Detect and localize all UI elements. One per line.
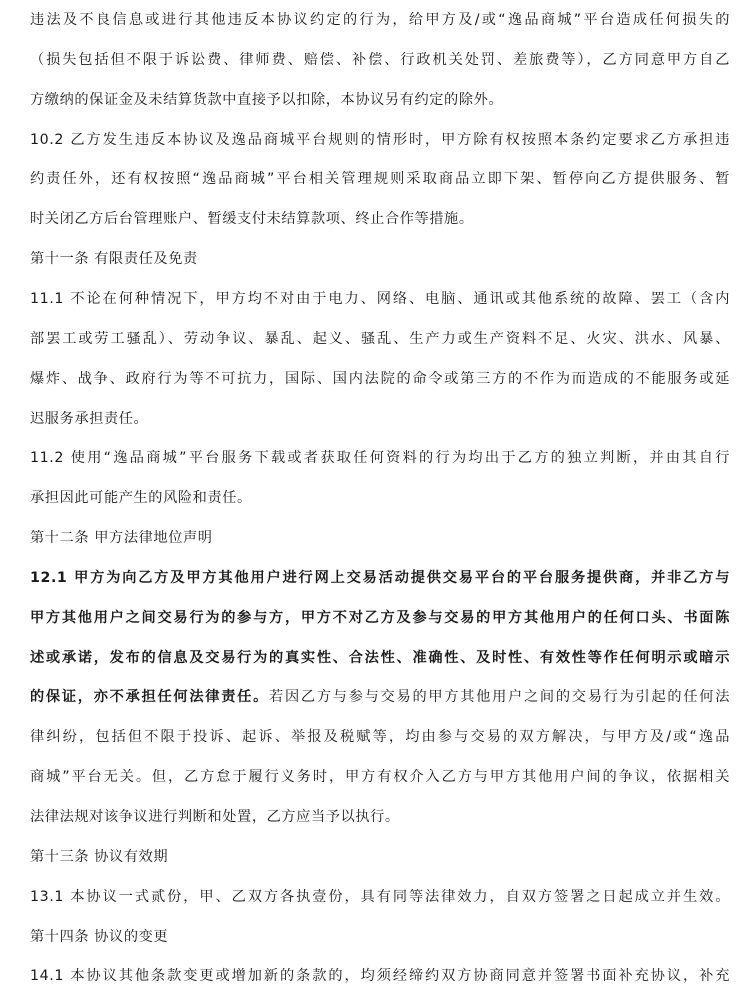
text-line: 迟服务承担责任。	[30, 410, 149, 427]
text-line: 13.1 本协议一式贰份，甲、乙双方各执壹份，具有同等法律效力，自双方签署之日起成立并生效。	[30, 888, 730, 905]
text-line: 甲方其他用户之间交易行为的参与方，甲方不对乙方及参与交易的甲方其他用户的任何口头、书面陈	[30, 609, 730, 626]
text-line: 第十三条 协议有效期	[30, 848, 169, 865]
text-line: 约责任外，还有权按照“逸品商城”平台相关管理规则采取商品立即下架、暂停向乙方提供服务、暂	[30, 171, 730, 188]
text-line: 述或承诺，发布的信息及交易行为的真实性、合法性、准确性、及时性、有效性等作任何明示或暗示	[30, 649, 730, 666]
text-line: 11.2 使用“逸品商城”平台服务下载或者获取任何资料的行为均出于乙方的独立判断，并由其自行	[30, 450, 730, 467]
text-line: 第十二条 甲方法律地位声明	[30, 530, 213, 547]
text-line: 11.1 不论在何种情况下，甲方均不对由于电力、网络、电脑、通讯或其他系统的故障、罢工（含内	[30, 290, 730, 307]
text-line: 商城”平台无关。但，乙方怠于履行义务时，甲方有权介入乙方与甲方其他用户间的争议，依据相关	[30, 769, 730, 786]
text-line: 部罢工或劳工骚乱）、劳动争议、暴乱、起义、骚乱、生产力或生产资料不足、火灾、洪水、风暴、	[30, 330, 730, 347]
text-run: 若因乙方与参与交易的甲方其他用户之间的交易行为引起的任何法	[269, 689, 730, 706]
text-line: 法律法规对该争议进行判断和处置，乙方应当予以执行。	[30, 809, 400, 825]
text-line: 违法及不良信息或进行其他违反本协议约定的行为，给甲方及/或“逸品商城”平台造成任何损失的	[30, 12, 730, 28]
text-line: （损失包括但不限于诉讼费、律师费、赔偿、补偿、行政机关处罚、差旅费等），乙方同意甲方自乙	[30, 51, 730, 68]
text-line: 爆炸、战争、政府行为等不可抗力，国际、国内法院的命令或第三方的不作为而造成的不能服务或延	[30, 370, 730, 387]
bold-text-run: 的保证，亦不承担任何法律责任。	[30, 689, 270, 706]
text-line: 10.2 乙方发生违反本协议及逸品商城平台规则的情形时，甲方除有权按照本条约定要求乙方承担违	[30, 131, 730, 148]
text-line: 承担因此可能产生的风险和责任。	[30, 490, 252, 507]
text-line	[30, 687, 730, 707]
text-line: 12.1 甲方为向乙方及甲方其他用户进行网上交易活动提供交易平台的平台服务提供商，并非乙方与	[30, 569, 730, 586]
text-line: 第十一条 有限责任及免责	[30, 251, 198, 268]
text-line: 方缴纳的保证金及未结算货款中直接予以扣除，本协议另有约定的除外。	[30, 91, 504, 108]
text-line: 律纠纷，包括但不限于投诉、起诉、举报及税赋等，均由参与交易的双方解决，与甲方及/或“逸品	[30, 729, 730, 746]
text-line: 第十四条 协议的变更	[30, 928, 169, 945]
text-line: 14.1 本协议其他条款变更或增加新的条款的，均须经缔约双方协商同意并签署书面补充协议，补充	[30, 968, 730, 985]
text-line: 时关闭乙方后台管理账户、暂缓支付未结算款项、终止合作等措施。	[30, 211, 474, 228]
